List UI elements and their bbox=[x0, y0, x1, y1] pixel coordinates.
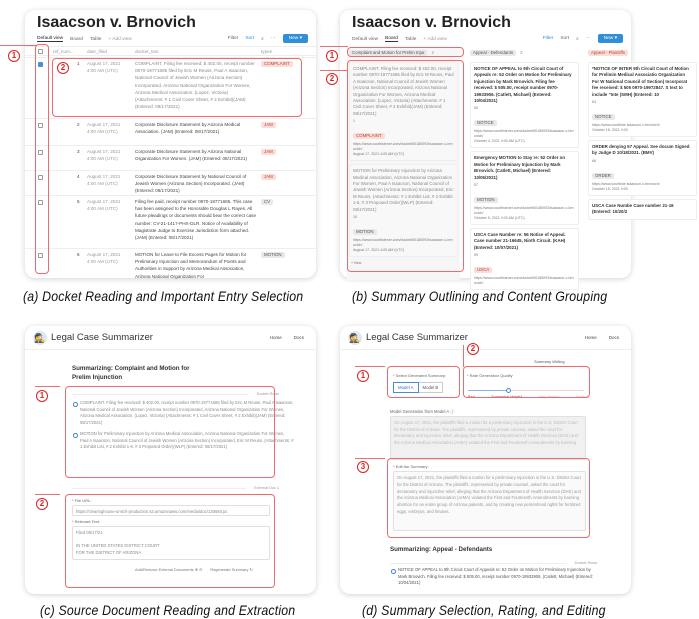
card-date: August 17, 2021 4:00 AM (UTC) bbox=[353, 248, 405, 253]
search-icon[interactable]: ⌕ bbox=[576, 36, 579, 42]
nav-home[interactable]: Home bbox=[269, 335, 282, 340]
group-header-highlight bbox=[347, 47, 464, 57]
card-link[interactable]: https://www.courtliste isaacson-v-brnovich/ bbox=[592, 123, 660, 128]
card-ref-num: 63 bbox=[592, 100, 596, 105]
date-filed: August 17, 2021 4:00 AM (UTC) bbox=[87, 199, 121, 212]
new-button[interactable]: New ▾ bbox=[283, 34, 308, 43]
docket-table-window bbox=[25, 10, 316, 278]
minus-circle-icon[interactable]: ⊖ bbox=[199, 567, 203, 572]
tab-table[interactable]: Table bbox=[89, 36, 102, 42]
ref-num: 2 bbox=[77, 122, 80, 127]
add-card-button[interactable]: + New bbox=[351, 261, 362, 266]
card-date: October 18, 2021 4:00 bbox=[592, 128, 628, 133]
group-name: Appeal - Defendants bbox=[470, 50, 516, 56]
card-date: August 17, 2021 4:00 AM (UTC) bbox=[353, 152, 405, 157]
card-tag: NOTICE bbox=[592, 114, 615, 120]
add-view-button[interactable]: + Add view bbox=[108, 36, 132, 42]
docket-row: COMPLAINT. Filing fee received: $ 402.00, receipt number 0970-19771685 filed by Eric M Reuss, Paul A Isaacson, National Council of Jewish Women (Arizona Section) Incorporated, Arizona National Organization For Women, Arizona Medical Association. (Lopez, Victoria) (Attachments: # 1 Civil Cover Sheet, # 2 Exhibit)(JAM) (Entered: 08/17/2021) bbox=[72, 400, 294, 426]
card-link[interactable]: https://www.courtlistener.com/docket/60185093/isaacson-v-brnovich/ bbox=[474, 276, 574, 286]
card-ref-num: 66 bbox=[592, 158, 596, 163]
rating-very-helpful[interactable]: Very Helpful bbox=[538, 395, 560, 399]
type-tag: JAM bbox=[261, 122, 276, 128]
relevant-text-line: IN THE UNITED STATES DISTRICT COURT bbox=[76, 543, 160, 548]
card-text: USCA Case Numbe Case number 21-16 (Entered: 10/20/2 bbox=[592, 202, 674, 215]
table-row[interactable] bbox=[25, 170, 316, 195]
docket-rows-highlight bbox=[65, 386, 275, 478]
nav-docs[interactable]: Docs bbox=[608, 335, 619, 340]
date-filed: August 17, 2021 4:00 AM (UTC) bbox=[87, 252, 121, 265]
date-filed: August 17, 2021 4:00 AM (UTC) bbox=[87, 149, 121, 162]
table-row[interactable] bbox=[25, 118, 316, 145]
card-text: ORDER denying 57 Appeal. See docum Signed by Judge D 10/18/2021. (BMV) bbox=[592, 144, 690, 156]
rating-perfect[interactable]: Perfect bbox=[575, 395, 588, 399]
relevant-text-label: Relevant Text: bbox=[74, 519, 100, 524]
marker-1: 1 bbox=[357, 370, 369, 382]
tab-default-view[interactable]: Default view bbox=[352, 36, 379, 42]
board-column bbox=[468, 48, 581, 286]
type-tag: JAM bbox=[261, 149, 276, 155]
group-name: Appeal - Plaintiffs bbox=[588, 50, 628, 56]
card-text: MOTION for Preliminary Injunction by Arizona Medical Association, Arizona National Organization For Women, Paul A Isaacson, National Council of Jewish Women (Arizona Section) Incorporated, Eric M Reuss. (Attachments: # 1 Exhibit List, # 2 Exhibit 1-6, # 3 Proposed Order)(WLP) (Entered: 08/17/2021) bbox=[353, 168, 454, 212]
card-text: USCA Case Number re: 56 Notice of Appeal. Case number 21-16645, Ninth Circuit. (KAH) (Entered: 10/07/2021) bbox=[474, 232, 566, 250]
tab-default-view[interactable]: Default view bbox=[37, 36, 64, 41]
marker-1: 1 bbox=[8, 50, 20, 62]
rating-somewhat-helpful[interactable]: Somewhat Helpful bbox=[491, 395, 523, 399]
sort-button[interactable]: Sort bbox=[560, 36, 570, 41]
app-name: Legal Case Summarizer bbox=[51, 332, 153, 343]
summarizer-window-d: 🕵 Legal Case Summarizer Home Docs Summary Writing * Select Generated Summary: Model A Model B * Rate Generation Quality Bad Somewhat Helpful Very Helpful Perfect Model Generation from Model A ⓘ On August 17, 2021, the plaintiffs filed a motion for a preliminary injunction in the U.S. District Court for the District of Arizona. The plaintiffs, represented by private counsel, asked the court for declaratory and injunctive relief, alleging that the Arizona Department of Health Services (DHS) and the Arizona Medical Association (ArMA) violated the First and Fourteenth Amendments by banning * Edit the Summary: On August 17, 2021, the plaintiffs filed a motion for a preliminary injunction in the U.S. District Court for the District of Arizona. The plaintiffs, represented by private counsel, asked the court for declaratory and injunctive relief, alleging that the Arizona Department of Health Services (DHS) and the Arizona Medical Association (ArMA) violated the First and Fourteenth Amendments by banning abortion for an entire group of Arizona patients, and by creating new personhood rights for fertilized eggs, embryos, and fetuses. Summarizing: Appeal - Defendants Docket Rows NOTICE OF APPEAL to 9th Circuit Court of Appeals re: 52 Order on Motion for Preliminary Injunction by Mark Brnovich. Filing fee received: $ 505.00, receipt number 0970-19933906. (Catlett, Michael) (Entered: 10/04/2021) bbox=[340, 326, 631, 594]
external-doc-highlight bbox=[65, 494, 275, 588]
table-header bbox=[25, 46, 316, 56]
card-text: Emergency MOTION to Stay re: 52 Order on Motion for Preliminary Injunction by Mark Brnovich. (Catlett, Michael) (Entered: 10/05/2021) bbox=[474, 155, 566, 180]
docket-rows-label: Docket Rows bbox=[567, 561, 605, 565]
plus-circle-icon[interactable]: ⊕ bbox=[194, 567, 198, 572]
file-url-input[interactable]: https://clearinghouse-umich-production.s3.amazonaws.com/media/doc/130693.pc bbox=[72, 505, 270, 516]
detective-avatar-icon: 🕵 bbox=[34, 333, 46, 343]
col-docket-text[interactable]: docket_text bbox=[135, 49, 159, 54]
marker-2: 2 bbox=[326, 73, 338, 85]
search-icon[interactable]: ⌕ bbox=[261, 36, 264, 42]
summary-writing-label: Summary Writing bbox=[534, 359, 565, 364]
group-header[interactable] bbox=[470, 49, 523, 56]
card-text: NOTICE OF APPEAL to 9th Circuit Court of Appeals re: 52 Order on Motion for Preliminary Injunction by Mark Brnovich. Filing fee received: $ 505.00, receipt number 0970-19933906. (Catlett, Michael) (Entered: 10/04/2021) bbox=[474, 66, 572, 104]
summary-heading: Summarizing: Complaint and Motion for Prelim Injunction bbox=[72, 365, 190, 381]
board-card[interactable] bbox=[470, 62, 579, 148]
new-label: New bbox=[603, 36, 614, 41]
card-link[interactable]: https://www.courtliste isaacson-v-brnovich/ bbox=[592, 181, 660, 186]
summarizer-window-c: 🕵 Legal Case Summarizer Home Docs Summarizing: Complaint and Motion for Prelim Injunction Docket Rows COMPLAINT. Filing fee received: $ 402.00, receipt number 0970-19771685 filed by Eric M Reuss, Paul A Isaacson, National Council of Jewish Women (Arizona Section) Incorporated, Arizona National Organization For Women, Arizona Medical Association. (Lopez, Victoria) (Attachments: # 1 Civil Cover Sheet, # 2 Exhibit)(JAM) (Entered: 08/17/2021) MOTION for Preliminary Injunction by Arizona Medical Association, Arizona National Organization For Women, Paul A Isaacson, National Council of Jewish Women (Arizona Section) Incorporated, Eric M Reuss. (Attachments: # 1 Exhibit List, # 2 Exhibit 1-6, # 3 Proposed Order)(WLP) (Entered: 08/17/2021) External Doc 1 * File URL: https://clearinghouse-umich-production.s3.amazonaws.com/media/doc/130693.pc * Relevant Text: Filed 08/17/21 IN THE UNITED STATES DISTRICT COURT FOR THE DISTRICT OF ARIZONA Add/Remove External Documents ⊕ ⊖ Regenerate Summary ↻ bbox=[25, 326, 316, 594]
docket-text: Corporate Disclosure Statement by Arizona National Organization For Women. (JAM) (Entered: 08/17/2021) bbox=[135, 149, 248, 162]
more-button[interactable]: ··· bbox=[585, 36, 591, 41]
app-name: Legal Case Summarizer bbox=[366, 332, 468, 343]
card-tag: NOTICE bbox=[474, 120, 497, 126]
edit-summary-highlight bbox=[387, 458, 590, 538]
table-row[interactable] bbox=[25, 195, 316, 248]
tab-board[interactable]: Board bbox=[385, 36, 398, 41]
marker-1: 1 bbox=[36, 390, 48, 402]
docket-row: NOTICE OF APPEAL to 9th Circuit Court of Appeals re: 52 Order on Motion for Preliminary Injunction by Mark Brnovich. Filing fee received: $ 505.00, receipt number 0970-19933906. (Catlett, Michael) (Entered: 10/04/2021) bbox=[390, 567, 595, 587]
file-url-label: File URL: bbox=[74, 498, 92, 503]
model-b-option[interactable]: Model B bbox=[419, 382, 444, 393]
filter-button[interactable]: Filter bbox=[542, 36, 554, 41]
card-link[interactable]: https://www.courtlistener.com/docket/60185093/isaacson-v-brnovich/ bbox=[474, 206, 574, 216]
card-ref-num: 55 bbox=[474, 106, 478, 111]
col-types[interactable]: types bbox=[261, 49, 272, 54]
col-date-filed[interactable]: date_filed bbox=[87, 49, 107, 54]
tab-board[interactable]: Board bbox=[70, 36, 83, 42]
type-tag: JAM bbox=[261, 174, 276, 180]
case-title: Isaacson v. Brnovich bbox=[352, 14, 511, 31]
regenerate-label: Regenerate Summary bbox=[210, 567, 249, 572]
relevant-text-line: FOR THE DISTRICT OF ARIZONA bbox=[76, 549, 142, 555]
card-text: COMPLAINT. Filing fee received: $ 402.00, receipt number 0970-19771685 filed by Eric M Reuss, Paul A Isaacson, National Council of Jewish Women (Arizona Section) Incorporated, Arizona National Organization For Women, Arizona Medical Association. (Lopez, Victoria) (Attachments: # 1 Civil Cover Sheet, # 2 Exhibit)(JAM) (Entered: 08/17/2021) bbox=[353, 66, 454, 116]
card-link[interactable]: https://www.courtlistener.com/docket/60185093/isaacson-v-brnovich/ bbox=[353, 238, 453, 248]
ref-num: 6 bbox=[77, 252, 80, 257]
model-a-option[interactable]: Model A bbox=[393, 382, 419, 393]
marker-2: 2 bbox=[467, 343, 479, 355]
group-count: 3 bbox=[520, 50, 523, 55]
marker-2: 2 bbox=[36, 498, 48, 510]
board-card[interactable] bbox=[588, 62, 697, 137]
tab-table[interactable]: Table bbox=[404, 36, 417, 42]
card-tag: USCA bbox=[474, 267, 492, 273]
nav-home[interactable]: Home bbox=[584, 335, 597, 340]
group-header[interactable] bbox=[588, 49, 632, 56]
docket-text: MOTION for Leave to File Excess Pages for Motion for Preliminary Injunction and Memorandum of Points and Authorities in Support by Arizona Medical Association, Arizona National Organization For bbox=[135, 252, 247, 279]
card-date: October 4, 2021 4:00 AM (UTC) bbox=[474, 139, 525, 144]
caption-a: (a) Docket Reading and Important Entry Selection bbox=[23, 288, 304, 304]
docket-text: Filing fee paid, receipt number 0970-19771685. This case has been assigned to the Honorable Douglas L Rayes. All future pleadings or documents should bear the correct case number: CV-21-1417-PHX-DLR. Notice of Availability of Magistrate Judge to Exercise Jurisdiction form attached. (JAM) (Entered: 08/17/2021) bbox=[135, 199, 257, 241]
group-name: Complaint and Motion for Prelim Injur bbox=[349, 50, 427, 56]
group-count: 2 bbox=[431, 50, 435, 55]
card-link[interactable]: https://www.courtlistener.com/docket/60185093/isaacson-v-brnovich/ bbox=[474, 129, 574, 139]
type-tag: CV bbox=[261, 199, 273, 205]
caption-c: (c) Source Document Reading and Extraction bbox=[40, 602, 296, 618]
external-doc-label: External Doc 1 bbox=[246, 486, 287, 490]
docket-text: Corporate Disclosure Statement by National Council of Jewish Women (Arizona Section) Incorporated. (JAM) (Entered: 08/17/2021) bbox=[135, 174, 247, 194]
docket-rows-label: Docket Rows bbox=[249, 392, 287, 396]
docket-text: Corporate Disclosure Statement by Arizona Medical Association. (JAM) (Entered: 08/17/2021) bbox=[135, 122, 241, 135]
group-cards-highlight bbox=[347, 60, 464, 272]
card-date: October 18, 2021 4:00 bbox=[592, 186, 628, 191]
ref-num: 5 bbox=[77, 199, 80, 204]
ref-num: 3 bbox=[77, 149, 80, 154]
case-title: Isaacson v. Brnovich bbox=[37, 14, 196, 31]
rate-quality-label: Rate Generation Quality bbox=[469, 373, 513, 378]
type-tag: COMPLAINT bbox=[261, 61, 293, 67]
add-view-button[interactable]: + Add view bbox=[423, 36, 447, 42]
card-text: *NOTICE OF INTER 9th Circuit Court of Motion for Prelimin Medical Associatio Organization For W National Council of Section) Incorporat fee received: $ 505 0970-19972847. S text to include "Inte (SMH) (Entered: 10 bbox=[592, 66, 689, 97]
board-card[interactable] bbox=[470, 228, 579, 290]
model-selection-highlight bbox=[387, 366, 460, 398]
date-filed: August 17, 2021 4:00 AM (UTC) bbox=[87, 61, 121, 74]
card-ref-num: 57 bbox=[474, 183, 478, 188]
edit-summary-label: Edit the Summary: bbox=[395, 464, 429, 469]
card-tag: COMPLAINT bbox=[353, 133, 385, 139]
table-row[interactable] bbox=[25, 145, 316, 170]
rating-bad[interactable]: Bad bbox=[468, 395, 475, 399]
docket-row: MOTION for Preliminary Injunction by Arizona Medical Association, Arizona National Organization For Women, Paul A Isaacson, National Council of Jewish Women (Arizona Section) Incorporated, Eric M Reuss. (Attachments: # 1 Exhibit List, # 2 Exhibit 1-6, # 3 Proposed Order)(WLP) (Entered: 08/17/2021) bbox=[72, 431, 294, 451]
caption-b: (b) Summary Outlining and Content Grouping bbox=[352, 288, 608, 304]
card-ref-num: 10 bbox=[353, 215, 357, 220]
rating-highlight bbox=[463, 366, 590, 398]
card-link[interactable]: https://www.courtlistener.com/docket/60185093/isaacson-v-brnovich/ bbox=[353, 142, 453, 152]
info-icon[interactable]: ⓘ bbox=[450, 409, 455, 414]
select-summary-label: Select Generated Summary: bbox=[395, 373, 447, 378]
ref-num: 1 bbox=[77, 61, 80, 66]
board-card[interactable] bbox=[588, 199, 697, 220]
new-button[interactable]: New ▾ bbox=[598, 34, 623, 43]
card-ref-num: 1 bbox=[353, 119, 355, 124]
marker-1: 1 bbox=[326, 50, 338, 62]
nav-docs[interactable]: Docs bbox=[293, 335, 304, 340]
caption-d: (d) Summary Selection, Rating, and Editing bbox=[362, 602, 606, 618]
sort-button[interactable]: Sort bbox=[245, 36, 255, 41]
marker-3: 3 bbox=[357, 461, 369, 473]
selected-row-highlight bbox=[52, 58, 302, 117]
board-column bbox=[586, 48, 699, 280]
new-label: New bbox=[288, 36, 299, 41]
card-tag: MOTION bbox=[474, 197, 498, 203]
col-ref-num[interactable]: ref_num... bbox=[53, 49, 74, 54]
filter-button[interactable]: Filter bbox=[227, 36, 239, 41]
more-button[interactable]: ··· bbox=[270, 36, 276, 41]
table-row[interactable] bbox=[25, 248, 316, 288]
type-tag: MOTION bbox=[261, 252, 285, 258]
card-tag: MOTION bbox=[353, 229, 377, 235]
edit-summary-textarea[interactable]: On August 17, 2021, the plaintiffs filed a motion for a preliminary injunction in the U.S. District Court for the District of Arizona. The plaintiffs, represented by private counsel, asked the court for declaratory and injunctive relief, alleging that the Arizona Department of Health Services (DHS) and the Arizona Medical Association (ArMA) violated the First and Fourteenth Amendments by banning abortion for an entire group of Arizona patients, and by creating new personhood rights for fertilized eggs, embryos, and fetuses. bbox=[393, 471, 586, 531]
ref-num: 4 bbox=[77, 174, 80, 179]
date-filed: August 17, 2021 4:00 AM (UTC) bbox=[87, 122, 121, 135]
card-date: October 5, 2021 4:00 AM (UTC) bbox=[474, 216, 525, 221]
card-tag: ORDER bbox=[592, 173, 614, 179]
checkbox-column-highlight bbox=[35, 44, 49, 274]
date-filed: August 17, 2021 4:00 AM (UTC) bbox=[87, 174, 121, 187]
board-card[interactable] bbox=[588, 140, 697, 196]
view-tabs bbox=[37, 36, 132, 42]
relevant-text-line: Filed 08/17/21 bbox=[76, 530, 103, 535]
detective-avatar-icon: 🕵 bbox=[349, 333, 361, 343]
refresh-icon: ↻ bbox=[249, 567, 253, 572]
board-card[interactable] bbox=[470, 151, 579, 225]
card-ref-num: 59 bbox=[474, 253, 478, 258]
docket-text: COMPLAINT. Filing fee received: $ 402.00, receipt number 0970-19771685 filed by Eric M Reuss, Paul A Isaacson, National Council of Jewish Women (Arizona Section) Incorporated, Arizona National Organization For Women, Arizona Medical Association. (Lopez, Victoria) (Attachments: # 1 Civil Cover Sheet, # 2 Exhibit)(JAM) (Entered: 08/17/2021) bbox=[135, 61, 255, 110]
summary-heading-2: Summarizing: Appeal - Defendants bbox=[390, 546, 493, 553]
marker-2: 2 bbox=[57, 62, 69, 74]
model-generation-text: On August 17, 2021, the plaintiffs filed a motion for a preliminary injunction in the U.S. District Court for the District of Arizona. The plaintiffs, represented by private counsel, asked the court for declaratory and injunctive relief, alleging that the Arizona Department of Health Services (DHS) and the Arizona Medical Association (ArMA) violated the First and Fourteenth Amendments by banning bbox=[390, 416, 586, 460]
add-remove-label: Add/Remove External Documents bbox=[135, 567, 194, 572]
model-generation-label: Model Generation from Model A bbox=[390, 409, 449, 414]
